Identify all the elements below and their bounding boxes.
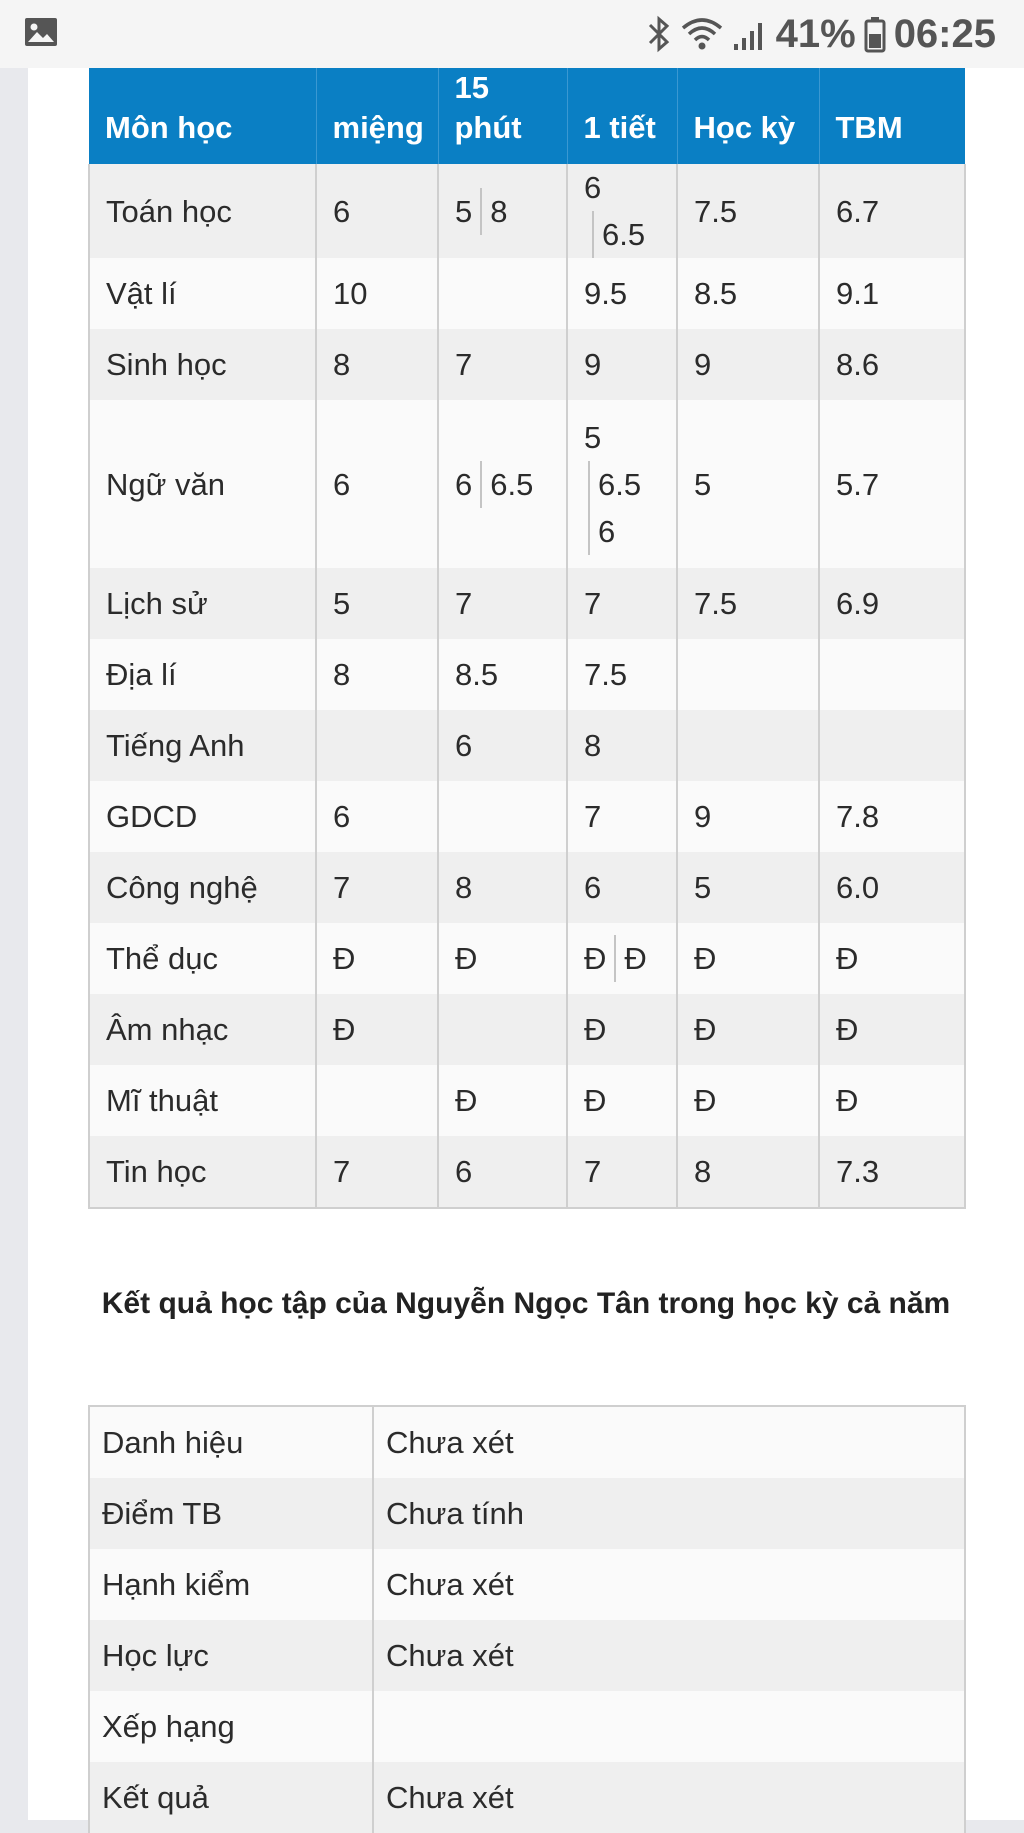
mieng-cell — [316, 710, 438, 781]
grades-row — [89, 781, 965, 852]
grades-row — [89, 258, 965, 329]
grade-mark: 6 — [584, 870, 602, 905]
subject-cell: Tiếng Anh — [89, 710, 316, 781]
tbm-cell: 9.1 — [819, 258, 965, 329]
subject-cell: Âm nhạc — [89, 994, 316, 1065]
phut15-cell — [438, 568, 567, 639]
tbm-cell: Đ — [819, 994, 965, 1065]
tbm-cell: 6.9 — [819, 568, 965, 639]
grades-row — [89, 1065, 965, 1136]
summary-label: Danh hiệu — [89, 1406, 373, 1478]
mieng-cell — [316, 568, 438, 639]
phut15-cell — [438, 781, 567, 852]
grade-mark: Đ — [584, 1012, 607, 1047]
grades-row — [89, 710, 965, 781]
tiet1-cell — [567, 710, 677, 781]
summary-row — [89, 1549, 965, 1620]
subject-cell: GDCD — [89, 781, 316, 852]
tbm-cell: 7.3 — [819, 1136, 965, 1208]
hocky-cell: 7.5 — [677, 568, 819, 639]
grade-mark: 6.5 — [592, 211, 645, 258]
grade-mark: 7 — [584, 799, 602, 834]
subject-cell: Ngữ văn — [89, 400, 316, 568]
grades-table — [88, 68, 966, 1209]
grades-header-row — [89, 68, 965, 164]
mieng-cell — [316, 400, 438, 568]
tbm-cell: 6.0 — [819, 852, 965, 923]
summary-value: Chưa tính — [373, 1478, 965, 1549]
phut15-cell — [438, 994, 567, 1065]
summary-row — [89, 1478, 965, 1549]
clock: 06:25 — [893, 11, 996, 56]
grade-mark: 6 — [455, 1154, 473, 1189]
grade-mark: 8 — [333, 657, 351, 692]
grade-mark: 7 — [584, 586, 602, 621]
phut15-cell — [438, 1065, 567, 1136]
grade-mark: 7 — [455, 586, 473, 621]
summary-row — [89, 1620, 965, 1691]
tiet1-cell — [567, 258, 677, 329]
signal-icon — [732, 15, 768, 53]
hocky-cell: 5 — [677, 400, 819, 568]
tbm-cell: 7.8 — [819, 781, 965, 852]
subject-cell: Địa lí — [89, 639, 316, 710]
battery-percent: 41% — [775, 11, 856, 56]
bluetooth-icon — [646, 15, 672, 53]
battery-icon — [864, 15, 886, 53]
grades-row — [89, 994, 965, 1065]
tiet1-cell — [567, 568, 677, 639]
tiet1-cell — [567, 1136, 677, 1208]
mieng-cell — [316, 329, 438, 400]
hocky-cell: 8 — [677, 1136, 819, 1208]
gallery-notification-icon — [24, 17, 58, 47]
tiet1-cell — [567, 639, 677, 710]
header-tbm: TBM — [819, 68, 965, 164]
grade-mark: 6 — [455, 466, 473, 502]
grades-row — [89, 852, 965, 923]
wifi-icon — [680, 15, 724, 53]
phut15-cell — [438, 329, 567, 400]
header-1-tiet: 1 tiết — [567, 68, 677, 164]
grade-mark: 7 — [584, 1154, 602, 1189]
summary-value: Chưa xét — [373, 1406, 965, 1478]
phut15-cell — [438, 1136, 567, 1208]
grade-mark: Đ — [333, 1012, 356, 1047]
grade-mark: 7.5 — [584, 657, 628, 692]
grade-mark: Đ — [455, 1083, 478, 1118]
grade-mark: 8.5 — [455, 657, 499, 692]
hocky-cell — [677, 710, 819, 781]
subject-cell: Thể dục — [89, 923, 316, 994]
mieng-cell — [316, 923, 438, 994]
grade-mark: 6 — [333, 193, 351, 229]
grade-mark: 8 — [455, 870, 473, 905]
subject-cell: Công nghệ — [89, 852, 316, 923]
phut15-cell — [438, 710, 567, 781]
grade-mark: 8 — [584, 728, 602, 763]
phut15-cell — [438, 164, 567, 258]
summary-label: Kết quả — [89, 1762, 373, 1833]
grade-mark: Đ — [614, 935, 646, 982]
tiet1-cell — [567, 1065, 677, 1136]
summary-row — [89, 1762, 965, 1833]
tiet1-cell — [567, 781, 677, 852]
hocky-cell: 7.5 — [677, 164, 819, 258]
header-hoc-ky: Học kỳ — [677, 68, 819, 164]
summary-title: Kết quả học tập của Nguyễn Ngọc Tân trong học kỳ cả năm — [101, 1287, 951, 1320]
mieng-cell — [316, 258, 438, 329]
grade-mark: 7 — [333, 870, 351, 905]
hocky-cell: Đ — [677, 1065, 819, 1136]
grade-mark: 7 — [333, 1154, 351, 1189]
summary-row — [89, 1691, 965, 1762]
grades-row — [89, 164, 965, 258]
subject-cell: Tin học — [89, 1136, 316, 1208]
tiet1-cell — [567, 400, 677, 568]
mieng-cell — [316, 164, 438, 258]
mieng-cell — [316, 1065, 438, 1136]
grade-mark: 6.5 — [480, 461, 533, 508]
tbm-cell — [819, 710, 965, 781]
mieng-cell — [316, 781, 438, 852]
grade-mark: 6 — [333, 466, 351, 502]
summary-value: Chưa xét — [373, 1549, 965, 1620]
grades-row — [89, 568, 965, 639]
hocky-cell: 9 — [677, 781, 819, 852]
header-mieng: miệng — [316, 68, 438, 164]
mieng-cell — [316, 1136, 438, 1208]
status-bar — [0, 0, 1024, 68]
summary-label: Học lực — [89, 1620, 373, 1691]
summary-value: Chưa xét — [373, 1620, 965, 1691]
grades-row — [89, 329, 965, 400]
subject-cell: Toán học — [89, 164, 316, 258]
grades-row — [89, 639, 965, 710]
grade-mark: 7 — [455, 347, 473, 382]
tbm-cell: Đ — [819, 923, 965, 994]
grades-row — [89, 400, 965, 568]
grade-mark: 6 — [588, 508, 660, 555]
hocky-cell: 8.5 — [677, 258, 819, 329]
grade-mark: Đ — [455, 941, 478, 976]
grades-row — [89, 923, 965, 994]
hocky-cell: 5 — [677, 852, 819, 923]
grade-mark: 9.5 — [584, 276, 628, 311]
grade-mark: 8 — [333, 347, 351, 382]
mieng-cell — [316, 639, 438, 710]
grade-mark: 5 — [455, 193, 473, 229]
mieng-cell — [316, 994, 438, 1065]
subject-cell: Lịch sử — [89, 568, 316, 639]
phut15-cell — [438, 400, 567, 568]
summary-label: Hạnh kiểm — [89, 1549, 373, 1620]
summary-row — [89, 1406, 965, 1478]
phut15-cell — [438, 852, 567, 923]
hocky-cell: Đ — [677, 923, 819, 994]
hocky-cell — [677, 639, 819, 710]
tiet1-cell — [567, 329, 677, 400]
tbm-cell — [819, 639, 965, 710]
summary-label: Xếp hạng — [89, 1691, 373, 1762]
grade-mark: 8 — [480, 188, 507, 235]
grade-mark: Đ — [333, 941, 356, 976]
grade-mark: 5 — [584, 419, 602, 455]
subject-cell: Mĩ thuật — [89, 1065, 316, 1136]
tbm-cell: 5.7 — [819, 400, 965, 568]
tiet1-cell — [567, 994, 677, 1065]
mieng-cell — [316, 852, 438, 923]
summary-table — [88, 1405, 966, 1833]
tiet1-cell — [567, 852, 677, 923]
status-right — [646, 0, 996, 68]
grade-mark: 5 — [333, 586, 351, 621]
grade-mark: 9 — [584, 347, 602, 382]
hocky-cell: 9 — [677, 329, 819, 400]
phut15-cell — [438, 258, 567, 329]
grade-mark: 6 — [455, 728, 473, 763]
tiet1-cell — [567, 923, 677, 994]
header-subject: Môn học — [89, 68, 316, 164]
tbm-cell: 6.7 — [819, 164, 965, 258]
phut15-cell — [438, 639, 567, 710]
grade-mark: 6 — [333, 799, 351, 834]
summary-value: Chưa xét — [373, 1762, 965, 1833]
grade-mark: Đ — [584, 941, 607, 976]
hocky-cell: Đ — [677, 994, 819, 1065]
tiet1-cell — [567, 164, 677, 258]
grade-mark: 10 — [333, 276, 368, 311]
grade-mark: 6.5 — [588, 461, 660, 508]
phut15-cell — [438, 923, 567, 994]
subject-cell: Vật lí — [89, 258, 316, 329]
grades-row — [89, 1136, 965, 1208]
content-panel — [28, 68, 1024, 1820]
grade-mark: 6 — [584, 170, 602, 205]
header-15-phut: 15 phút — [438, 68, 567, 164]
subject-cell: Sinh học — [89, 329, 316, 400]
summary-label: Điểm TB — [89, 1478, 373, 1549]
grade-mark: Đ — [584, 1083, 607, 1118]
tbm-cell: Đ — [819, 1065, 965, 1136]
tbm-cell: 8.6 — [819, 329, 965, 400]
summary-value — [373, 1691, 965, 1762]
